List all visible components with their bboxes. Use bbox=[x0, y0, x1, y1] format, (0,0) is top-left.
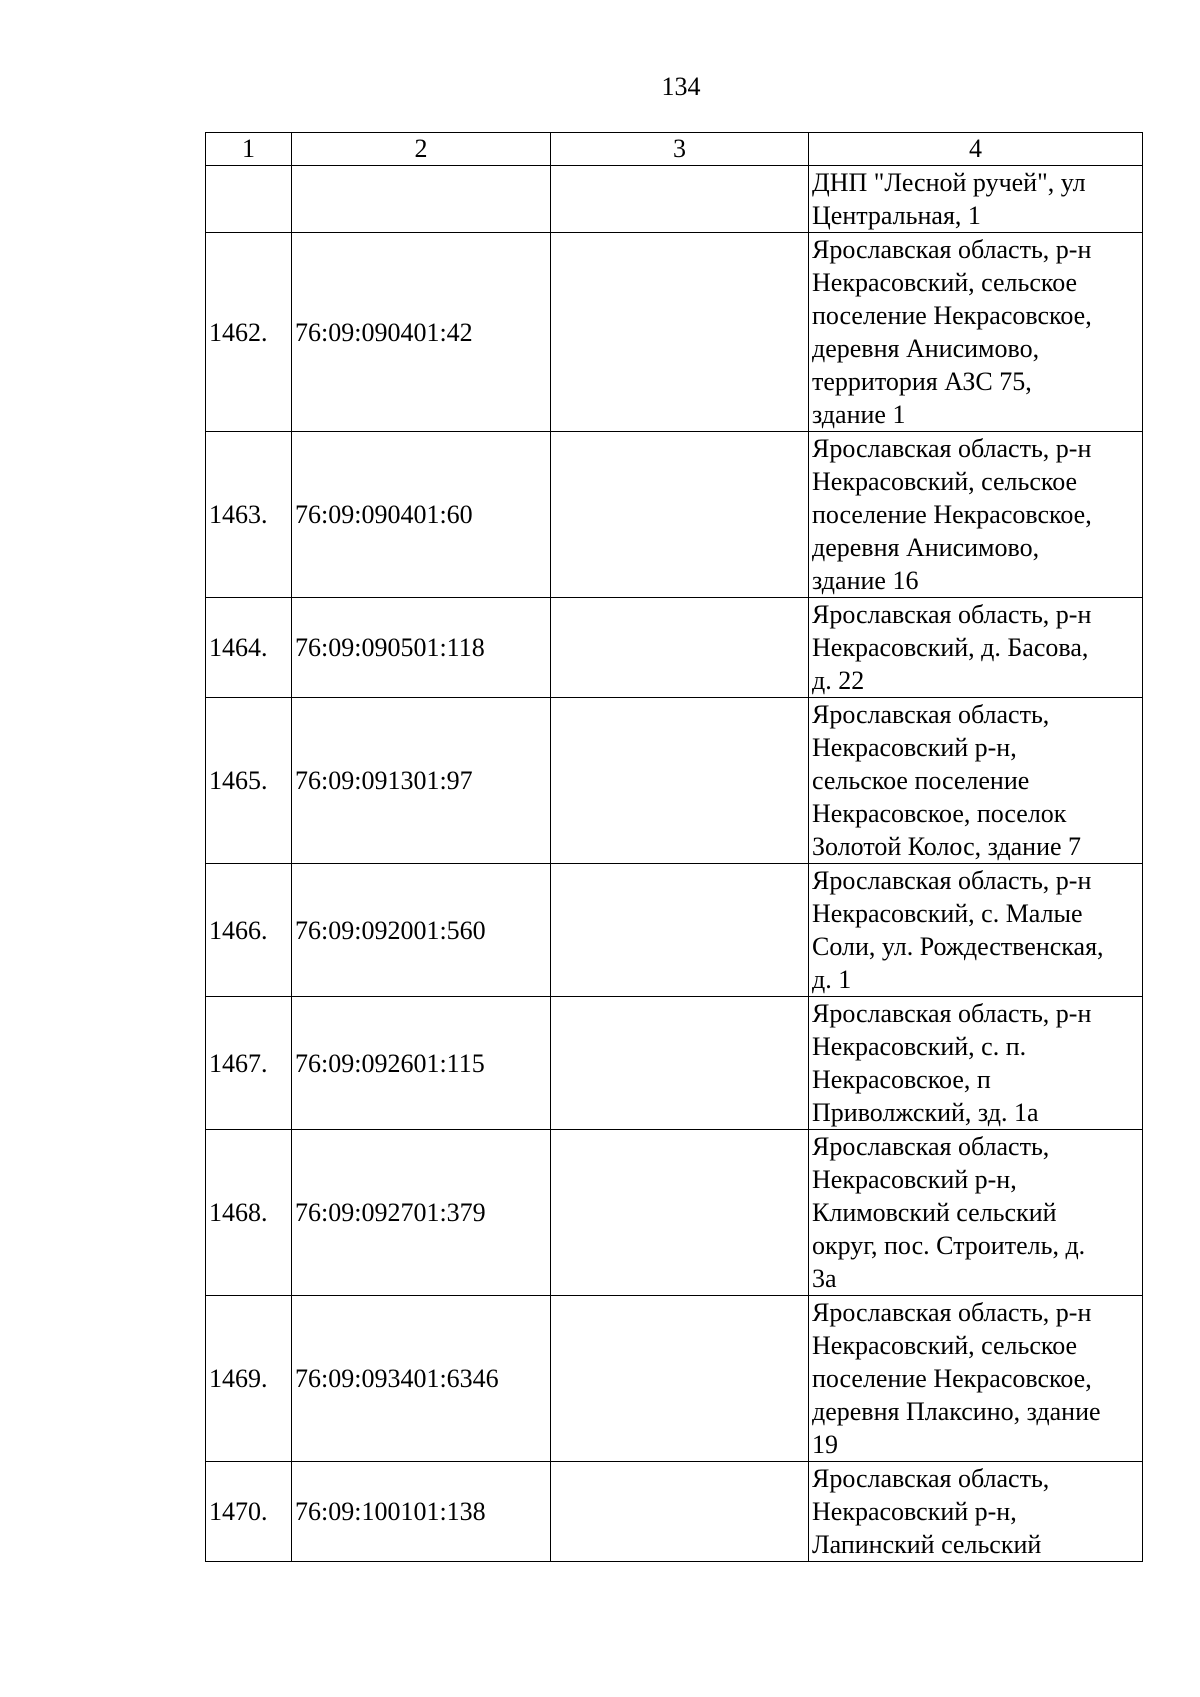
address-cell bbox=[809, 864, 1143, 997]
cadastral-number-cell: 76:09:090501:118 bbox=[292, 598, 551, 698]
address-cell bbox=[809, 233, 1143, 432]
address-line: д. 22 bbox=[812, 666, 865, 695]
address-line: Ярославская область, р-н bbox=[812, 866, 1092, 895]
address-line: Ярославская область, р-н bbox=[812, 1298, 1092, 1327]
header-cell-4: 4 bbox=[809, 133, 1143, 166]
header-cell-1: 1 bbox=[206, 133, 292, 166]
address-line: территория АЗС 75, bbox=[812, 367, 1032, 396]
address-line: деревня Анисимово, bbox=[812, 334, 1040, 363]
address-cell bbox=[809, 166, 1143, 233]
address-line: Некрасовский, д. Басова, bbox=[812, 633, 1089, 662]
column-3-cell bbox=[551, 233, 809, 432]
address-cell bbox=[809, 1296, 1143, 1462]
address-line: Ярославская область, р-н bbox=[812, 999, 1092, 1028]
row-number-cell: 1470. bbox=[206, 1462, 292, 1562]
table-row bbox=[206, 997, 1143, 1130]
row-number-cell: 1463. bbox=[206, 432, 292, 598]
address-line: Ярославская область, bbox=[812, 1464, 1050, 1493]
address-line: Золотой Колос, здание 7 bbox=[812, 832, 1082, 861]
table-row bbox=[206, 432, 1143, 598]
header-cell-3: 3 bbox=[551, 133, 809, 166]
address-line: Ярославская область, р-н bbox=[812, 235, 1092, 264]
address-cell bbox=[809, 598, 1143, 698]
table-row bbox=[206, 698, 1143, 864]
table-row bbox=[206, 233, 1143, 432]
table-row bbox=[206, 598, 1143, 698]
address-line: Некрасовское, поселок bbox=[812, 799, 1067, 828]
address-line: деревня Плаксино, здание bbox=[812, 1397, 1101, 1426]
column-3-cell bbox=[551, 864, 809, 997]
address-cell bbox=[809, 1462, 1143, 1562]
address-line: Некрасовский, сельское bbox=[812, 467, 1078, 496]
address-line: Некрасовский р-н, bbox=[812, 1497, 1017, 1526]
column-3-cell bbox=[551, 997, 809, 1130]
cadastral-number-cell: 76:09:100101:138 bbox=[292, 1462, 551, 1562]
address-cell bbox=[809, 997, 1143, 1130]
column-3-cell bbox=[551, 1130, 809, 1296]
address-line: д. 1 bbox=[812, 965, 852, 994]
row-number-cell: 1465. bbox=[206, 698, 292, 864]
address-line: Ярославская область, р-н bbox=[812, 434, 1092, 463]
column-3-cell bbox=[551, 1462, 809, 1562]
cadastral-number-cell: 76:09:091301:97 bbox=[292, 698, 551, 864]
row-number-cell: 1468. bbox=[206, 1130, 292, 1296]
property-table bbox=[205, 132, 1143, 1562]
address-line: Некрасовский, сельское bbox=[812, 1331, 1078, 1360]
column-3-cell bbox=[551, 1296, 809, 1462]
address-line: сельское поселение bbox=[812, 766, 1030, 795]
address-cell bbox=[809, 698, 1143, 864]
address-cell bbox=[809, 1130, 1143, 1296]
address-line: Соли, ул. Рождественская, bbox=[812, 932, 1104, 961]
column-3-cell bbox=[551, 698, 809, 864]
table-body bbox=[206, 133, 1143, 1562]
address-line: Некрасовский, с. Малые bbox=[812, 899, 1083, 928]
address-line: здание 16 bbox=[812, 566, 919, 595]
row-number-cell: 1462. bbox=[206, 233, 292, 432]
address-line: деревня Анисимово, bbox=[812, 533, 1040, 562]
table-row bbox=[206, 1130, 1143, 1296]
header-cell-2: 2 bbox=[292, 133, 551, 166]
address-line: Приволжский, зд. 1а bbox=[812, 1098, 1039, 1127]
cadastral-number-cell: 76:09:092601:115 bbox=[292, 997, 551, 1130]
row-number-cell: 1467. bbox=[206, 997, 292, 1130]
address-line: Ярославская область, bbox=[812, 1132, 1050, 1161]
cadastral-number-cell: 76:09:092001:560 bbox=[292, 864, 551, 997]
table-header-row bbox=[206, 133, 1143, 166]
address-line: Лапинский сельский bbox=[812, 1530, 1042, 1559]
address-line: Некрасовский, с. п. bbox=[812, 1032, 1027, 1061]
address-line: Ярославская область, р-н bbox=[812, 600, 1092, 629]
column-3-cell bbox=[551, 166, 809, 233]
address-cell bbox=[809, 432, 1143, 598]
column-3-cell bbox=[551, 432, 809, 598]
row-number-cell: 1466. bbox=[206, 864, 292, 997]
cadastral-number-cell: 76:09:090401:60 bbox=[292, 432, 551, 598]
address-line: поселение Некрасовское, bbox=[812, 301, 1092, 330]
address-line: Климовский сельский bbox=[812, 1198, 1057, 1227]
address-line: Некрасовский р-н, bbox=[812, 1165, 1017, 1194]
cadastral-number-cell bbox=[292, 166, 551, 233]
cadastral-number-cell: 76:09:092701:379 bbox=[292, 1130, 551, 1296]
address-line: Некрасовское, п bbox=[812, 1065, 991, 1094]
address-line: Некрасовский р-н, bbox=[812, 733, 1017, 762]
row-number-cell: 1464. bbox=[206, 598, 292, 698]
address-line: Ярославская область, bbox=[812, 700, 1050, 729]
table-row bbox=[206, 1462, 1143, 1562]
address-line: здание 1 bbox=[812, 400, 906, 429]
address-line: округ, пос. Строитель, д. bbox=[812, 1231, 1086, 1260]
cadastral-number-cell: 76:09:090401:42 bbox=[292, 233, 551, 432]
row-number-cell: 1469. bbox=[206, 1296, 292, 1462]
address-line: 19 bbox=[812, 1430, 838, 1459]
table-row bbox=[206, 1296, 1143, 1462]
table-row bbox=[206, 166, 1143, 233]
address-line: Центральная, 1 bbox=[812, 201, 981, 230]
address-line: ДНП "Лесной ручей", ул bbox=[812, 168, 1086, 197]
address-line: поселение Некрасовское, bbox=[812, 500, 1092, 529]
address-line: Некрасовский, сельское bbox=[812, 268, 1078, 297]
column-3-cell bbox=[551, 598, 809, 698]
address-line: 3а bbox=[812, 1264, 837, 1293]
cadastral-number-cell: 76:09:093401:6346 bbox=[292, 1296, 551, 1462]
table-row bbox=[206, 864, 1143, 997]
page-number: 134 bbox=[661, 72, 701, 101]
row-number-cell bbox=[206, 166, 292, 233]
address-line: поселение Некрасовское, bbox=[812, 1364, 1092, 1393]
